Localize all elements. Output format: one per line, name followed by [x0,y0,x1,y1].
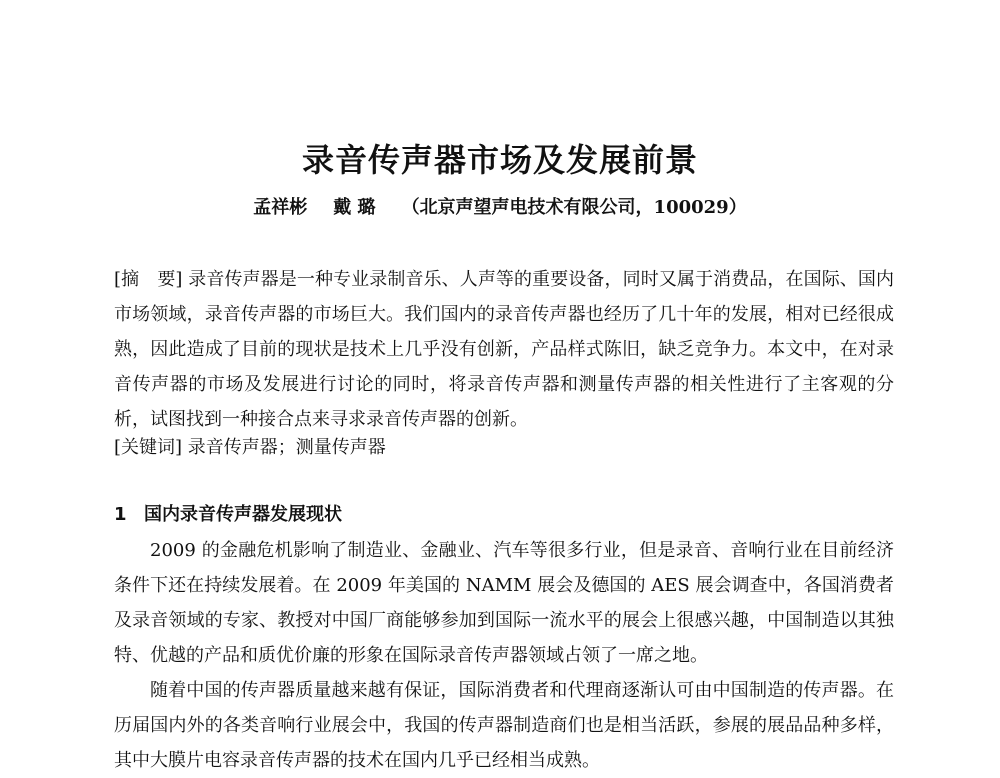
author-affiliation: （北京声望声电技术有限公司，100029） [401,197,747,218]
abstract-text: 录音传声器是一种专业录制音乐、人声等的重要设备，同时又属于消费品，在国际、国内市场领域，录音传声器的市场巨大。我们国内的录音传声器也经历了几十年的发展，相对已经很成熟，因此造成了目前的现状是技术上几乎没有创新，产品样式陈旧，缺乏竞争力。本文中，在对录音传声器的市场及发展进行讨论的同时，将录音传声器和测量传声器的相关性进行了主客观的分析，试图找到一种接合点来寻求录音传声器的创新。 [114,269,894,430]
author-line [0,194,1000,222]
paper-title: 录音传声器市场及发展前景 [301,141,698,179]
body-paragraph: 随着中国的传声器质量越来越有保证，国际消费者和代理商逐渐认可由中国制造的传声器。在历届国内外的各类音响行业展会中，我国的传声器制造商们也是相当活跃，参展的展品品种多样，其中大膜片电容录音传声器的技术在国内几乎已经相当成熟。 [114,680,894,771]
section-body [114,533,894,778]
author-name: 戴 璐 [333,197,376,218]
abstract-label: [摘 要] [114,269,183,290]
keywords-label: [关键词] [114,437,183,458]
author-name: 孟祥彬 [253,197,308,218]
section-title: 国内录音传声器发展现状 [144,504,342,525]
section-heading [114,500,342,530]
keywords [114,430,894,465]
body-paragraph: 2009 的金融危机影响了制造业、金融业、汽车等很多行业，但是录音、音响行业在目前经济条件下还在持续发展着。在 2009 年美国的 NAMM 展会及德国的 AES 展会调查中，各国消费者及录音领域的专家、教授对中国厂商能够参加到国际一流水平的展会上很感兴趣，中国制造以其独特、优越的产品和质优价廉的形象在国际录音传声器领域占领了一席之地。 [114,540,894,666]
keywords-text: 录音传声器；测量传声器 [187,437,386,458]
section-number: 1 [114,504,127,525]
abstract [114,262,894,437]
